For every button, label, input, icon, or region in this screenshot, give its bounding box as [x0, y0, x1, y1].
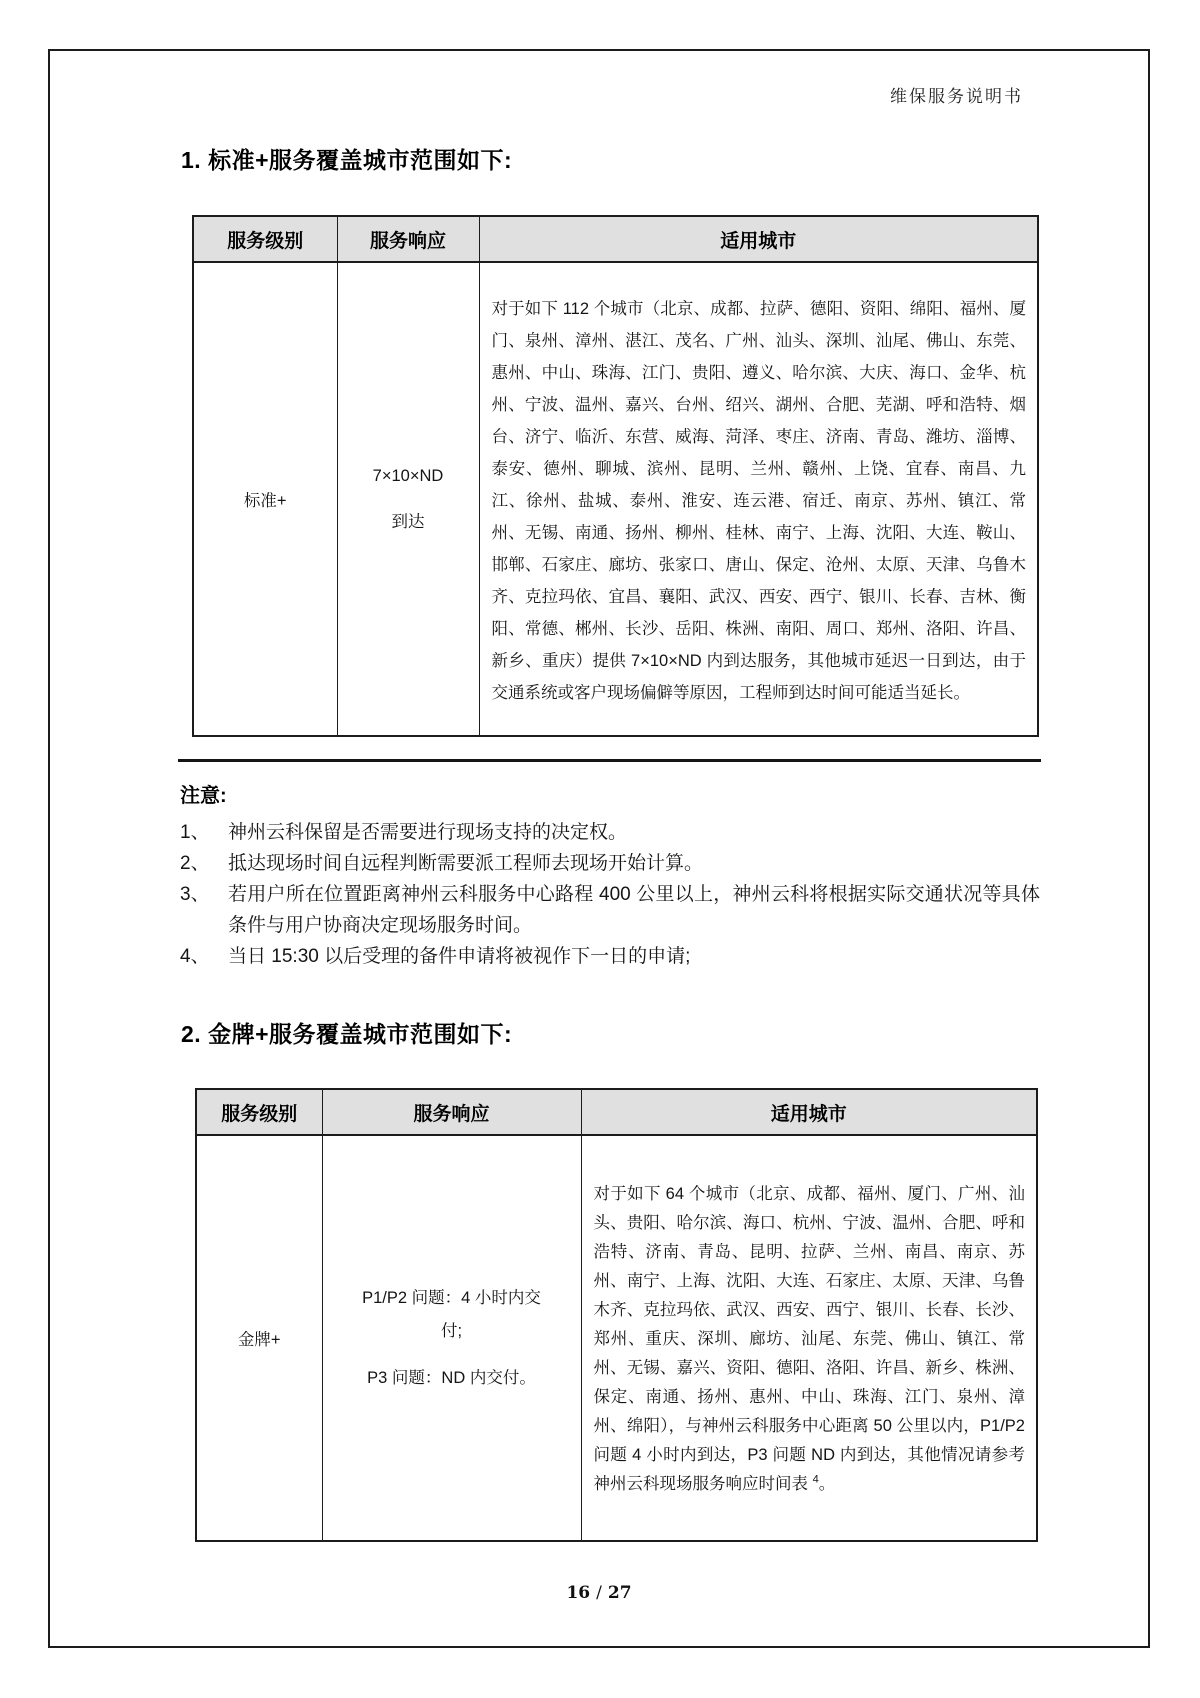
current-page-number: 16 — [566, 1583, 591, 1603]
notes-title: 注意: — [180, 785, 227, 807]
service-level-value: 金牌+ — [196, 1135, 322, 1541]
column-header-applicable-cities: 适用城市 — [479, 216, 1038, 262]
page-footer — [48, 1583, 1150, 1603]
applicable-cities-text — [581, 1135, 1037, 1541]
service-level-value: 标准+ — [193, 262, 337, 736]
column-header-service-response: 服务响应 — [337, 216, 479, 262]
table-header-row — [196, 1089, 1037, 1135]
note-number: 4、 — [180, 946, 210, 967]
note-text: 当日 15:30 以后受理的备件申请将被视作下一日的申请; — [228, 946, 691, 967]
section1-heading: 1. 标准+服务覆盖城市范围如下: — [181, 147, 513, 173]
note-item — [180, 941, 1040, 972]
notes-section — [180, 779, 1040, 972]
service-response-value — [322, 1135, 581, 1541]
note-text: 神州云科保留是否需要进行现场支持的决定权。 — [228, 822, 628, 843]
section2-heading: 2. 金牌+服务覆盖城市范围如下: — [181, 1021, 513, 1047]
document-header-title: 维保服务说明书 — [890, 87, 1023, 107]
applicable-cities-text: 对于如下 112 个城市（北京、成都、拉萨、德阳、资阳、绵阳、福州、厦门、泉州、漳州、湛江、茂名、广州、汕头、深圳、汕尾、佛山、东莞、惠州、中山、珠海、江门、贵阳、遵义、哈尔滨、大庆、海口、金华、杭州、宁波、温州、嘉兴、台州、绍兴、湖州、合肥、芜湖、呼和浩特、烟台、济宁、临沂、东营、威海、菏泽、枣庄、济南、青岛、潍坊、淄博、泰安、德州、聊城、滨州、昆明、兰州、赣州、上饶、宜春、南昌、九江、徐州、盐城、泰州、淮安、连云港、宿迁、南京、苏州、镇江、常州、无锡、南通、扬州、柳州、桂林、南宁、上海、沈阳、大连、鞍山、邯郸、石家庄、廊坊、张家口、唐山、保定、沧州、太原、天津、乌鲁木齐、克拉玛依、宜昌、襄阳、武汉、西安、西宁、银川、长春、吉林、衡阳、常德、郴州、长沙、岳阳、株洲、南阳、周口、郑州、洛阳、许昌、新乡、重庆）提供 7×10×ND 内到达服务，其他城市延迟一日到达，由于交通系统或客户现场偏僻等原因，工程师到达时间可能适当延长。 — [479, 262, 1038, 736]
service-response-value — [337, 262, 479, 736]
footnote-reference: 4 — [812, 1473, 819, 1486]
page-number-separator: / — [596, 1583, 602, 1603]
column-header-service-level: 服务级别 — [193, 216, 337, 262]
note-item — [180, 879, 1040, 941]
section-divider-rule — [178, 759, 1041, 762]
column-header-service-level: 服务级别 — [196, 1089, 322, 1135]
note-text: 若用户所在位置距离神州云科服务中心路程 400 公里以上，神州云科将根据实际交通状况等具体条件与用户协商决定现场服务时间。 — [228, 884, 1040, 936]
note-item — [180, 848, 1040, 879]
note-number: 3、 — [180, 884, 210, 905]
cities-suffix: 。 — [818, 1475, 836, 1493]
column-header-service-response: 服务响应 — [322, 1089, 581, 1135]
gold-plus-service-table — [195, 1088, 1038, 1542]
response-line-1: 7×10×ND — [372, 467, 444, 485]
column-header-applicable-cities: 适用城市 — [581, 1089, 1037, 1135]
total-page-count: 27 — [607, 1583, 632, 1603]
table-row — [196, 1135, 1037, 1541]
note-text: 抵达现场时间自远程判断需要派工程师去现场开始计算。 — [228, 853, 704, 874]
response-p3: P3 问题：ND 内交付。 — [367, 1368, 536, 1387]
response-p1-p2: P1/P2 问题：4 小时内交付; — [362, 1288, 541, 1340]
note-number: 2、 — [180, 853, 210, 874]
response-line-2: 到达 — [391, 513, 425, 531]
cities-main-text: 对于如下 64 个城市（北京、成都、福州、厦门、广州、汕头、贵阳、哈尔滨、海口、杭州、宁波、温州、合肥、呼和浩特、济南、青岛、昆明、拉萨、兰州、南昌、南京、苏州、南宁、上海、沈阳、大连、石家庄、太原、天津、乌鲁木齐、克拉玛依、武汉、西安、西宁、银川、长春、长沙、郑州、重庆、深圳、廊坊、汕尾、东莞、佛山、镇江、常州、无锡、嘉兴、资阳、德阳、洛阳、许昌、新乡、株洲、保定、南通、扬州、惠州、中山、珠海、江门、泉州、漳州、绵阳），与神州云科服务中心距离 50 公里以内，P1/P2 问题 4 小时内到达，P3 问题 ND 内到达，其他情况请参考神州云科现场服务响应时间表 — [593, 1185, 1025, 1493]
standard-plus-service-table — [192, 215, 1039, 737]
note-item — [180, 817, 1040, 848]
note-number: 1、 — [180, 822, 210, 843]
table-row — [193, 262, 1038, 736]
table-header-row — [193, 216, 1038, 262]
